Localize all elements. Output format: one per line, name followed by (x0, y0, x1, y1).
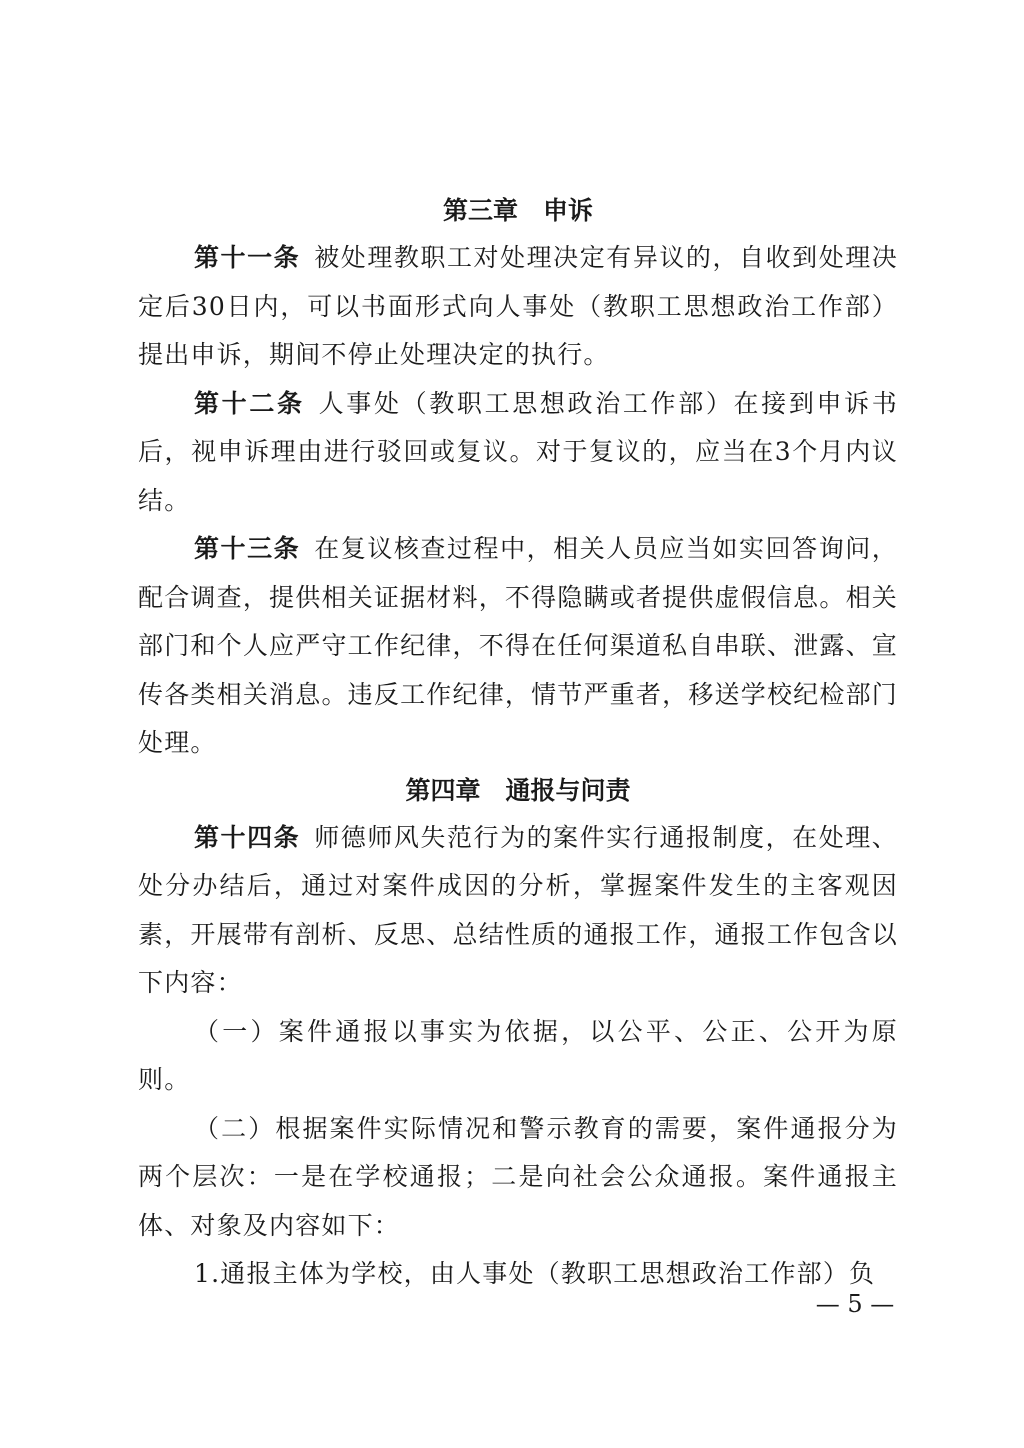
article-14-text: 师德师风失范行为的案件实行通报制度，在处理、处分办结后，通过对案件成因的分析，掌握案件发生的主客观因素，开展带有剖析、反思、总结性质的通报工作，通报工作包含以下内容： (138, 822, 898, 997)
article-13 (138, 525, 898, 768)
article-12-text: 人事处（教职工思想政治工作部）在接到申诉书后，视申诉理由进行驳回或复议。对于复议的，应当在3个月内议结。 (138, 388, 898, 515)
chapter-4-heading: 第四章 通报与问责 (405, 775, 631, 805)
article-13-text: 在复议核查过程中，相关人员应当如实回答询问，配合调查，提供相关证据材料，不得隐瞒或者提供虚假信息。相关部门和个人应严守工作纪律，不得在任何渠道私自串联、泄露、宣传各类相关消息。违反工作纪律，情节严重者，移送学校纪检部门处理。 (138, 534, 898, 757)
article-14 (138, 814, 898, 1008)
article-11 (138, 234, 898, 380)
document-body (138, 188, 898, 1299)
list-item-2: （二）根据案件实际情况和警示教育的需要，案件通报分为两个层次：一是在学校通报；二是向社会公众通报。案件通报主体、对象及内容如下： (138, 1113, 898, 1240)
article-12-number: 第十二条 (194, 388, 305, 418)
article-11-number: 第十一条 (194, 243, 301, 272)
list-item-1: （一）案件通报以事实为依据，以公平、公正、公开为原则。 (138, 1016, 898, 1094)
page-number: — 5 — (815, 1290, 895, 1318)
list-item-3: 1.通报主体为学校，由人事处（教职工思想政治工作部）负 (194, 1259, 876, 1288)
article-12 (138, 380, 898, 526)
chapter-3-heading: 第三章 申诉 (442, 196, 593, 225)
article-13-number: 第十三条 (194, 534, 301, 563)
article-11-text: 被处理教职工对处理决定有异议的，自收到处理决定后30日内，可以书面形式向人事处（教职工思想政治工作部）提出申诉，期间不停止处理决定的执行。 (138, 243, 898, 369)
article-14-number: 第十四条 (194, 822, 301, 852)
